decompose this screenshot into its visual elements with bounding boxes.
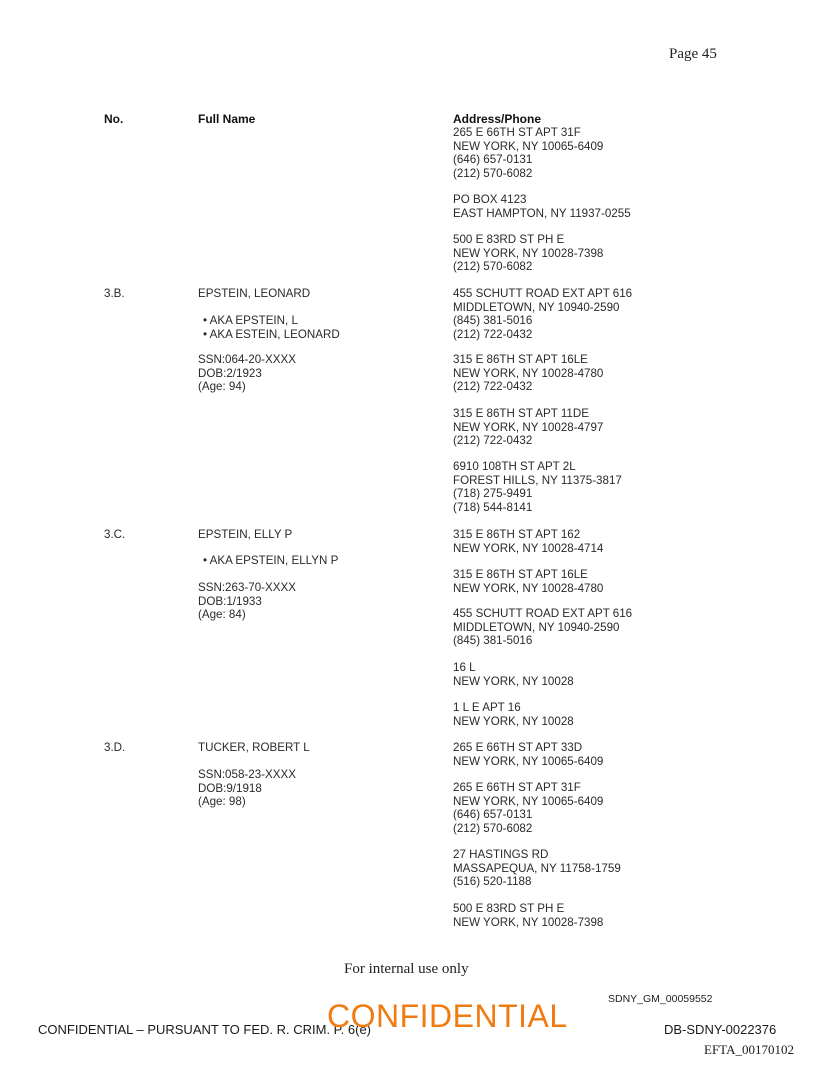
address-entry: 1 L E APT 16 NEW YORK, NY 10028 [453,701,574,728]
address-entry: 315 E 86TH ST APT 11DE NEW YORK, NY 10028-4797 (212) 722-0432 [453,407,604,448]
record-aka-list: • AKA EPSTEIN, ELLYN P [203,554,339,567]
address-entry: 455 SCHUTT ROAD EXT APT 616 MIDDLETOWN, NY 10940-2590 (845) 381-5016 [453,607,633,648]
bates-number-efta: EFTA_00170102 [704,1042,794,1057]
record-number: 3.C. [104,528,126,541]
record-number: 3.B. [104,287,125,300]
address-entry: 500 E 83RD ST PH E NEW YORK, NY 10028-7398 (212) 570-6082 [453,233,604,274]
internal-use-note: For internal use only [344,961,469,977]
column-header-address-phone: Address/Phone [453,112,542,126]
address-entry: 315 E 86TH ST APT 16LE NEW YORK, NY 10028-4780 (212) 722-0432 [453,353,604,394]
record-details: SSN:263-70-XXXX DOB:1/1933 (Age: 84) [198,581,296,622]
address-entry: 265 E 66TH ST APT 31F NEW YORK, NY 10065-6409 (646) 657-0131 (212) 570-6082 [453,126,604,180]
address-entry: 315 E 86TH ST APT 16LE NEW YORK, NY 10028-4780 [453,568,604,595]
address-entry: 16 L NEW YORK, NY 10028 [453,661,574,688]
address-entry: 27 HASTINGS RD MASSAPEQUA, NY 11758-1759 (516) 520-1188 [453,848,621,889]
confidential-legend: CONFIDENTIAL – PURSUANT TO FED. R. CRIM. P. 6(e) [38,1022,372,1037]
record-aka-list: • AKA EPSTEIN, L • AKA ESTEIN, LEONARD [203,314,340,341]
bates-number-db: DB-SDNY-0022376 [664,1022,777,1037]
address-entry: 500 E 83RD ST PH E NEW YORK, NY 10028-7398 [453,902,604,929]
page-number: Page 45 [669,46,717,62]
record-details: SSN:058-23-XXXX DOB:9/1918 (Age: 98) [198,768,296,809]
bates-number-gm: SDNY_GM_00059552 [608,993,713,1005]
record-full-name: EPSTEIN, LEONARD [198,287,311,300]
address-entry: 265 E 66TH ST APT 33D NEW YORK, NY 10065-6409 [453,741,604,768]
record-details: SSN:064-20-XXXX DOB:2/1923 (Age: 94) [198,353,296,394]
column-header-full-name: Full Name [198,112,256,126]
confidential-stamp: CONFIDENTIAL [327,998,568,1034]
address-entry: PO BOX 4123 EAST HAMPTON, NY 11937-0255 [453,193,631,220]
record-number: 3.D. [104,741,126,754]
address-entry: 455 SCHUTT ROAD EXT APT 616 MIDDLETOWN, NY 10940-2590 (845) 381-5016 (212) 722-0432 [453,287,633,341]
column-header-no: No. [104,112,124,126]
record-full-name: TUCKER, ROBERT L [198,741,310,754]
address-entry: 6910 108TH ST APT 2L FOREST HILLS, NY 11375-3817 (718) 275-9491 (718) 544-8141 [453,460,622,514]
record-full-name: EPSTEIN, ELLY P [198,528,293,541]
address-entry: 315 E 86TH ST APT 162 NEW YORK, NY 10028-4714 [453,528,604,555]
address-entry: 265 E 66TH ST APT 31F NEW YORK, NY 10065-6409 (646) 657-0131 (212) 570-6082 [453,781,604,835]
